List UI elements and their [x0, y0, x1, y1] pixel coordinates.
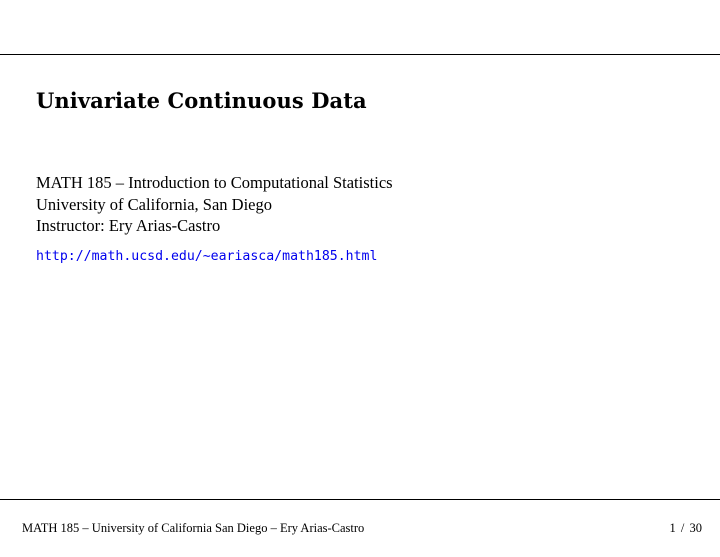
- page-number: 1 / 30: [669, 521, 702, 535]
- footer-course-info: MATH 185 – University of California San Diego – Ery Arias-Castro: [22, 521, 365, 535]
- footer-divider: [0, 499, 720, 500]
- course-info: [36, 172, 393, 237]
- university-name: University of California, San Diego: [36, 194, 272, 214]
- instructor-name: Instructor: Ery Arias-Castro: [36, 216, 221, 235]
- course-website-link[interactable]: http://math.ucsd.edu/∼eariasca/math185.html: [36, 249, 378, 264]
- course-name: MATH 185 – Introduction to Computational Statistics: [36, 173, 393, 192]
- header-divider: [0, 54, 720, 55]
- slide-title: Univariate Continuous Data: [36, 88, 367, 113]
